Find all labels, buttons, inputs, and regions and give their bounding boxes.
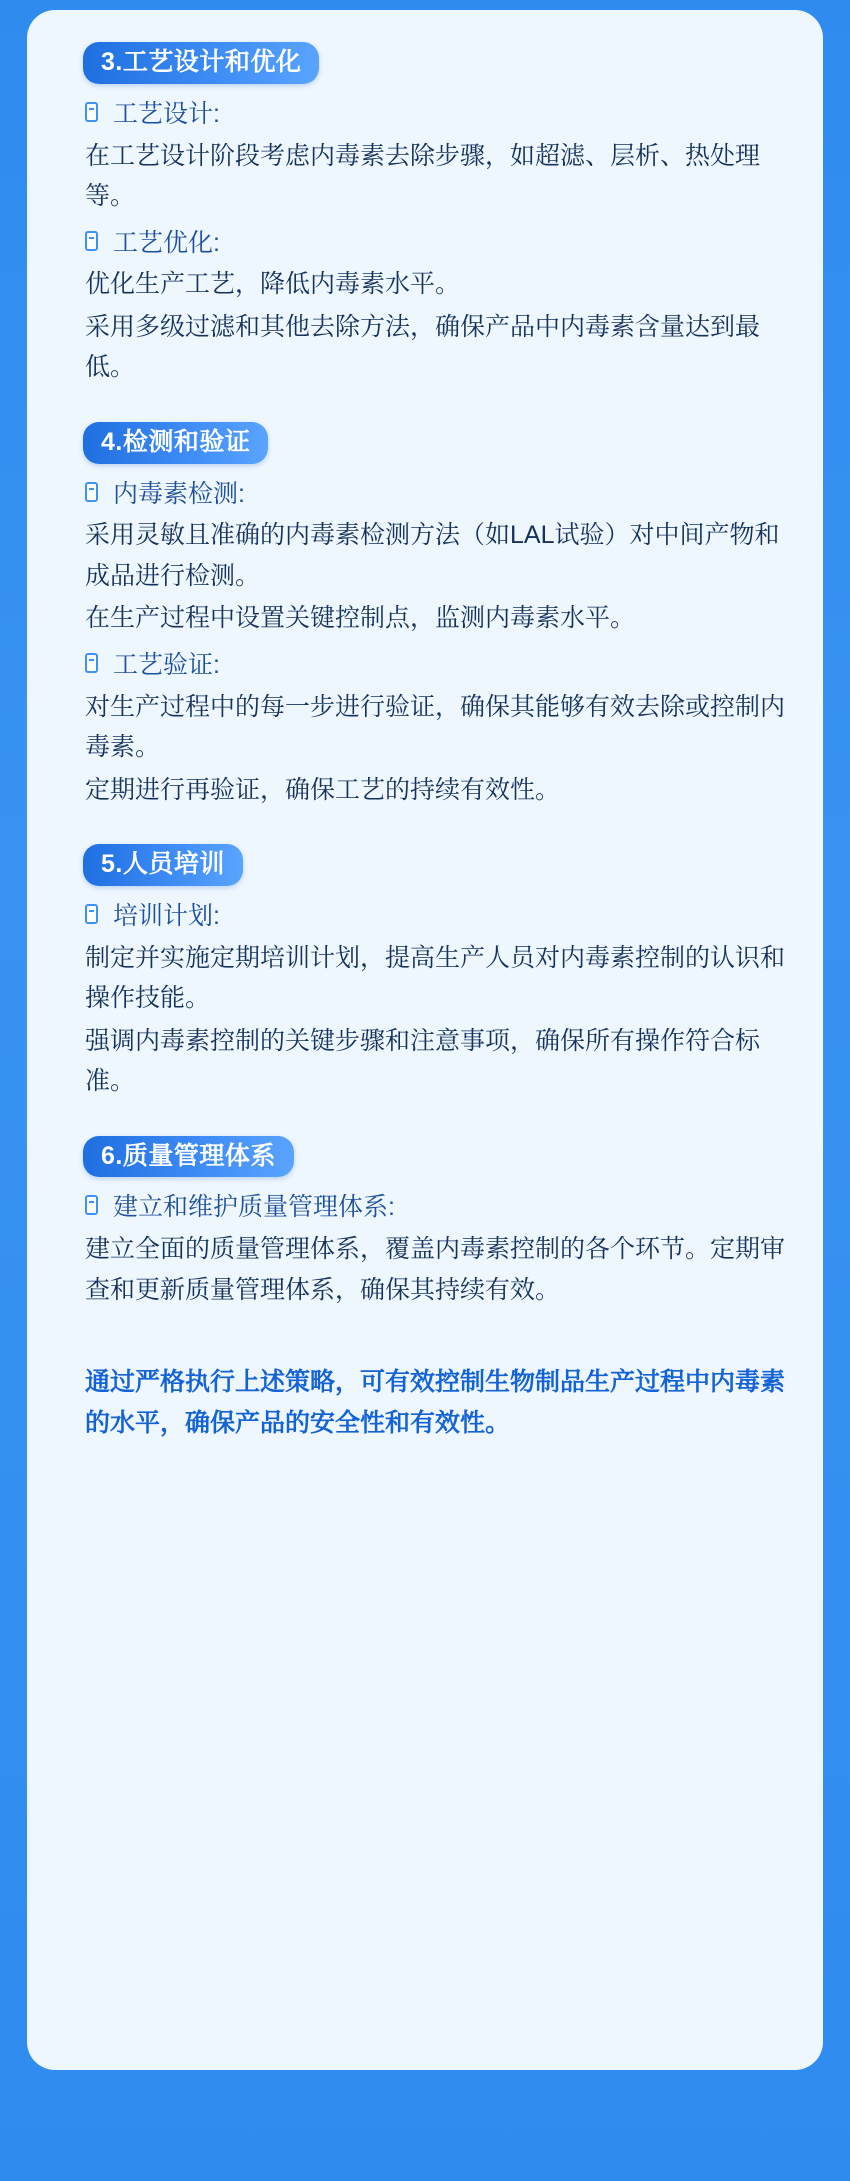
section-3-paragraph-1: 在工艺设计阶段考虑内毒素去除步骤，如超滤、层析、热处理等。: [85, 141, 761, 210]
content-card: [27, 10, 823, 2070]
section-5: [61, 844, 789, 1102]
document-icon: [85, 904, 105, 932]
section-3-subtitle-2-line: [61, 227, 789, 261]
section-5-subtitle-1-line: [61, 900, 789, 934]
section-4-subtitle-2-line: [61, 649, 789, 683]
section-6-heading-wrap: [61, 1136, 789, 1178]
section-4-paragraph-4: 定期进行再验证，确保工艺的持续有效性。: [85, 775, 561, 804]
section-3: [61, 42, 789, 388]
section-4-paragraph-2: 在生产过程中设置关键控制点，监测内毒素水平。: [85, 604, 636, 633]
document-icon: [85, 102, 105, 130]
document-icon: [85, 1195, 105, 1223]
section-6-heading: 6.质量管理体系: [83, 1136, 294, 1178]
section-5-heading: 5.人员培训: [83, 844, 243, 886]
section-4: [61, 422, 789, 810]
section-5-heading-wrap: [61, 844, 789, 886]
section-4-subtitle-1-line: [61, 478, 789, 512]
section-4-heading-wrap: [61, 422, 789, 464]
section-6-subtitle-1-line: [61, 1191, 789, 1225]
section-5-subtitle-1: 培训计划:: [113, 901, 220, 930]
document-icon: [85, 231, 105, 259]
section-5-paragraph-2: 强调内毒素控制的关键步骤和注意事项，确保所有操作符合标准。: [85, 1026, 761, 1095]
section-3-heading-wrap: [61, 42, 789, 84]
section-3-paragraph-3: 采用多级过滤和其他去除方法，确保产品中内毒素含量达到最低。: [85, 312, 761, 382]
section-4-paragraph-1: 采用灵敏且准确的内毒素检测方法（如LAL试验）对中间产物和成品进行检测。: [85, 521, 780, 590]
conclusion-text: 通过严格执行上述策略，可有效控制生物制品生产过程中内毒素的水平，确保产品的安全性和有效性。: [85, 1368, 786, 1437]
section-4-heading: 4.检测和验证: [83, 422, 268, 464]
section-3-subtitle-2: 工艺优化:: [113, 228, 220, 257]
document-icon: [85, 482, 105, 510]
section-4-subtitle-2: 工艺验证:: [113, 650, 220, 679]
document-icon: [85, 653, 105, 681]
section-3-heading: 3.工艺设计和优化: [83, 42, 319, 84]
section-4-paragraph-3: 对生产过程中的每一步进行验证，确保其能够有效去除或控制内毒素。: [85, 692, 786, 761]
section-3-subtitle-1: 工艺设计:: [113, 99, 220, 128]
section-5-paragraph-1: 制定并实施定期培训计划，提高生产人员对内毒素控制的认识和操作技能。: [85, 943, 786, 1012]
section-6-subtitle-1: 建立和维护质量管理体系:: [113, 1193, 395, 1222]
section-3-paragraph-2: 优化生产工艺，降低内毒素水平。: [85, 270, 461, 299]
section-3-subtitle-1-line: [61, 98, 789, 132]
section-4-subtitle-1: 内毒素检测:: [113, 479, 245, 508]
section-6-paragraph-1: 建立全面的质量管理体系，覆盖内毒素控制的各个环节。定期审查和更新质量管理体系，确保其持续有效。: [85, 1235, 786, 1304]
section-6: [61, 1136, 789, 1311]
